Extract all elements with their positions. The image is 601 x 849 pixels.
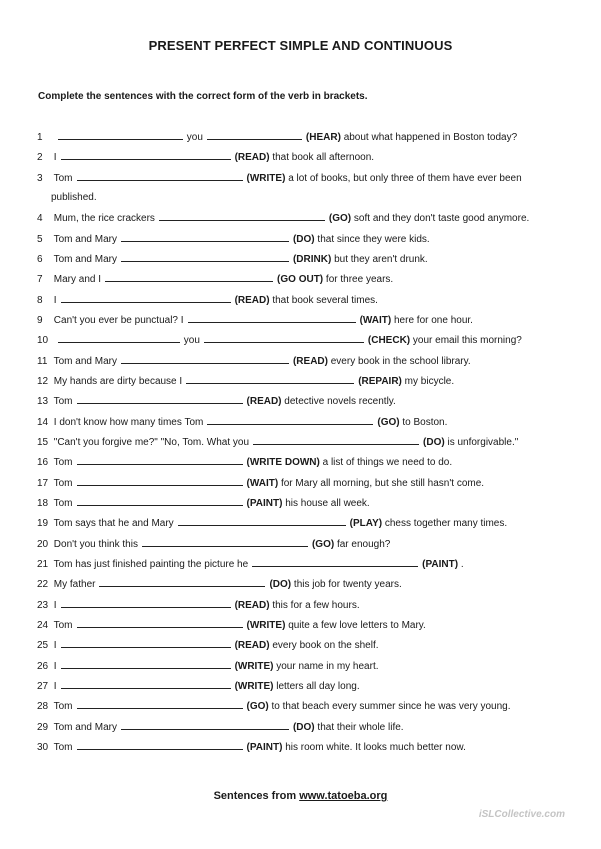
sentence-text: but they aren't drunk. (334, 253, 428, 265)
verb-prompt: (READ) (234, 599, 270, 611)
exercise-item (37, 171, 561, 185)
answer-blank[interactable] (61, 638, 231, 648)
sentence-text: Tom (53, 172, 73, 184)
sentence-text: about what happened in Boston today? (343, 132, 518, 143)
footer-prefix: Sentences from (213, 790, 297, 802)
answer-blank[interactable] (77, 455, 243, 465)
sentence-text: quite a few love letters to Mary. (288, 619, 426, 631)
exercise-item (37, 394, 561, 408)
exercise-item (37, 659, 561, 673)
sentence-text: every book in the school library. (330, 355, 471, 367)
sentence-text: that book all afternoon. (272, 152, 375, 164)
answer-blank[interactable] (121, 354, 289, 364)
verb-prompt: (GO) (311, 538, 335, 550)
sentence-text: My father (53, 579, 96, 591)
exercise-number: 8 (37, 294, 43, 306)
exercise-item (37, 211, 561, 225)
sentence-text: you (183, 335, 200, 347)
exercise-number: 15 (37, 436, 49, 448)
page-title: PRESENT PERFECT SIMPLE AND CONTINUOUS (148, 38, 453, 53)
exercise-item (37, 272, 561, 286)
verb-prompt: (DO) (292, 233, 315, 245)
exercise-number: 14 (37, 416, 49, 428)
exercise-item (37, 232, 561, 246)
verb-prompt: (READ) (234, 294, 270, 306)
exercise-item (37, 415, 561, 429)
sentence-text: soft and they don't taste good anymore. (353, 213, 530, 225)
exercise-item (37, 313, 561, 327)
sentence-text: Tom and Mary (53, 721, 117, 733)
verb-prompt: (READ) (246, 396, 282, 408)
exercise-item (37, 638, 561, 652)
verb-prompt: (GO) (328, 213, 352, 225)
verb-prompt: (WRITE) (246, 619, 286, 631)
answer-blank[interactable] (61, 293, 231, 303)
answer-blank[interactable] (186, 374, 354, 384)
exercise-item (37, 720, 561, 734)
verb-prompt: (GO OUT) (277, 274, 324, 286)
exercise-number: 27 (37, 680, 49, 692)
exercise-number: 21 (37, 558, 49, 570)
exercise-number: 26 (37, 660, 49, 672)
sentence-text: I (53, 152, 57, 164)
answer-blank[interactable] (77, 394, 243, 404)
answer-blank[interactable] (121, 720, 289, 730)
sentence-text: a list of things we need to do. (322, 457, 453, 469)
sentence-text: my bicycle. (404, 375, 455, 387)
sentence-text: here for one hour. (394, 314, 473, 326)
exercise-item (37, 435, 561, 449)
sentence-text: Mum, the rice crackers (53, 213, 155, 225)
sentence-text: I (53, 294, 57, 306)
answer-blank[interactable] (77, 740, 243, 750)
sentence-text: I (53, 640, 57, 652)
verb-prompt: (PAINT) (422, 558, 459, 570)
verb-prompt: (DO) (423, 436, 445, 448)
answer-blank[interactable] (252, 557, 418, 567)
sentence-text: Tom (53, 457, 73, 469)
sentence-text: this for a few hours. (272, 599, 360, 611)
sentence-text: detective novels recently. (284, 396, 396, 408)
sentence-text: this job for twenty years. (293, 579, 402, 591)
sentence-text: My hands are dirty because I (53, 375, 183, 387)
sentence-text: I don't know how many times Tom (53, 416, 204, 428)
answer-blank[interactable] (204, 333, 364, 343)
exercise-number: 20 (37, 538, 49, 550)
exercise-number: 24 (37, 619, 49, 631)
verb-prompt: (WAIT) (246, 477, 279, 489)
verb-prompt: (REPAIR) (358, 375, 402, 387)
verb-prompt: (GO) (246, 701, 269, 713)
answer-blank[interactable] (58, 130, 183, 140)
answer-blank[interactable] (188, 313, 356, 323)
sentence-text: far enough? (336, 538, 391, 550)
sentence-text: "Can't you forgive me?" "No, Tom. What you (53, 436, 250, 448)
footer (0, 790, 601, 802)
verb-prompt: (READ) (234, 152, 270, 164)
sentence-text: that book several times. (272, 294, 378, 306)
exercise-number: 5 (37, 233, 43, 245)
verb-prompt: (CHECK) (367, 335, 411, 347)
exercise-number: 1 (37, 132, 43, 143)
sentence-text: I (53, 680, 57, 692)
exercise-item (37, 293, 561, 307)
verb-prompt: (WAIT) (359, 314, 392, 326)
answer-blank[interactable] (61, 150, 231, 160)
exercise-item (37, 130, 561, 144)
sentence-text: Tom says that he and Mary (53, 518, 174, 530)
footer-link[interactable]: www.tatoeba.org (299, 790, 388, 802)
sentence-text: you (186, 132, 203, 143)
sentence-text: . (460, 558, 464, 570)
exercise-item (37, 516, 561, 530)
sentence-text: for three years. (325, 274, 394, 286)
exercise-number: 7 (37, 274, 43, 286)
answer-blank[interactable] (253, 435, 419, 445)
sentence-text: chess together many times. (384, 518, 508, 530)
sentence-text: to Boston. (402, 416, 448, 428)
sentence-text: his house all week. (285, 497, 370, 509)
exercise-number: 25 (37, 640, 49, 652)
verb-prompt: (WRITE) (234, 680, 274, 692)
exercise-item (37, 740, 561, 754)
exercise-number: 30 (37, 741, 49, 753)
sentence-text: Tom (53, 701, 73, 713)
exercise-number: 2 (37, 152, 43, 164)
exercise-number: 23 (37, 599, 49, 611)
exercise-number: 28 (37, 701, 49, 713)
verb-prompt: (HEAR) (305, 132, 341, 143)
sentence-continuation: published. (51, 191, 97, 203)
answer-blank[interactable] (58, 333, 180, 343)
exercise-item (37, 354, 561, 368)
sentence-text: I (53, 599, 57, 611)
exercise-number: 11 (37, 355, 48, 367)
sentence-text: that since they were kids. (317, 233, 430, 245)
sentence-text: Tom (53, 477, 73, 489)
verb-prompt: (READ) (234, 640, 270, 652)
sentence-text: Don't you think this (53, 538, 138, 550)
sentence-text: is unforgivable." (447, 436, 519, 448)
sentence-text: Can't you ever be punctual? I (53, 314, 184, 326)
verb-prompt: (WRITE) (234, 660, 274, 672)
exercise-number: 19 (37, 518, 49, 530)
sentence-text: Tom has just finished painting the picture he (53, 558, 249, 570)
exercise-number: 4 (37, 213, 43, 225)
answer-blank[interactable] (142, 537, 308, 547)
verb-prompt: (GO) (377, 416, 400, 428)
exercise-number: 18 (37, 497, 49, 509)
sentence-text: Tom (53, 741, 73, 753)
exercise-number: 22 (37, 579, 49, 591)
exercise-item (37, 374, 561, 388)
exercise-number: 13 (37, 396, 49, 408)
answer-blank[interactable] (207, 130, 302, 140)
exercise-number: 6 (37, 253, 43, 265)
verb-prompt: (WRITE) (246, 172, 286, 184)
exercise-item (37, 598, 561, 612)
exercise-number: 16 (37, 457, 49, 469)
exercise-number: 17 (37, 477, 49, 489)
answer-blank[interactable] (99, 577, 265, 587)
answer-blank[interactable] (77, 618, 243, 628)
answer-blank[interactable] (77, 496, 243, 506)
answer-blank[interactable] (77, 171, 243, 181)
sentence-text: Tom (53, 396, 73, 408)
exercise-item (37, 333, 561, 347)
exercise-number: 9 (37, 314, 43, 326)
answer-blank[interactable] (77, 699, 243, 709)
instruction-text: Complete the sentences with the correct form of the verb in brackets. (38, 91, 368, 102)
watermark: iSLCollective.com (478, 809, 565, 820)
sentence-text: to that beach every summer since he was very young. (271, 701, 511, 713)
sentence-text: Tom (53, 619, 73, 631)
verb-prompt: (READ) (292, 355, 328, 367)
answer-blank[interactable] (105, 272, 273, 282)
exercise-item (37, 455, 561, 469)
exercise-number: 12 (37, 375, 49, 387)
exercise-item (37, 537, 561, 551)
exercise-number: 10 (37, 335, 49, 347)
sentence-text: Tom and Mary (53, 233, 117, 245)
answer-blank[interactable] (207, 415, 373, 425)
sentence-text: for Mary all morning, but she still hasn't come. (280, 477, 485, 489)
answer-blank[interactable] (61, 679, 231, 689)
exercise-item (37, 496, 561, 510)
sentence-text: that their whole life. (317, 721, 404, 733)
exercise-item (37, 679, 561, 693)
answer-blank[interactable] (121, 252, 289, 262)
verb-prompt: (WRITE DOWN) (246, 457, 320, 469)
answer-blank[interactable] (159, 211, 325, 221)
verb-prompt: (DO) (269, 579, 292, 591)
verb-prompt: (PAINT) (246, 497, 283, 509)
exercise-item (37, 618, 561, 632)
sentence-text: letters all day long. (276, 680, 360, 692)
sentence-text: Mary and I (53, 274, 102, 286)
verb-prompt: (DRINK) (292, 253, 332, 265)
verb-prompt: (PAINT) (246, 741, 283, 753)
verb-prompt: (DO) (292, 721, 315, 733)
sentence-text: every book on the shelf. (272, 640, 379, 652)
sentence-text: Tom and Mary (53, 253, 117, 265)
answer-blank[interactable] (61, 659, 231, 669)
exercise-item (37, 476, 561, 490)
sentence-text: a lot of books, but only three of them have ever been (288, 172, 522, 184)
exercise-item (37, 557, 561, 571)
exercise-item (37, 150, 561, 164)
answer-blank[interactable] (61, 598, 231, 608)
exercise-item (37, 252, 561, 266)
sentence-text: Tom (53, 497, 73, 509)
exercise-number: 29 (37, 721, 49, 733)
exercise-item (37, 577, 561, 591)
exercise-number: 3 (37, 172, 43, 184)
answer-blank[interactable] (121, 232, 289, 242)
sentence-text: your email this morning? (412, 335, 522, 347)
verb-prompt: (PLAY) (349, 518, 383, 530)
sentence-text: his room white. It looks much better now. (285, 741, 466, 753)
answer-blank[interactable] (178, 516, 346, 526)
answer-blank[interactable] (77, 476, 243, 486)
sentence-text: I (53, 660, 57, 672)
sentence-text: Tom and Mary (53, 355, 117, 367)
sentence-text: your name in my heart. (276, 660, 379, 672)
exercise-item (37, 699, 561, 713)
